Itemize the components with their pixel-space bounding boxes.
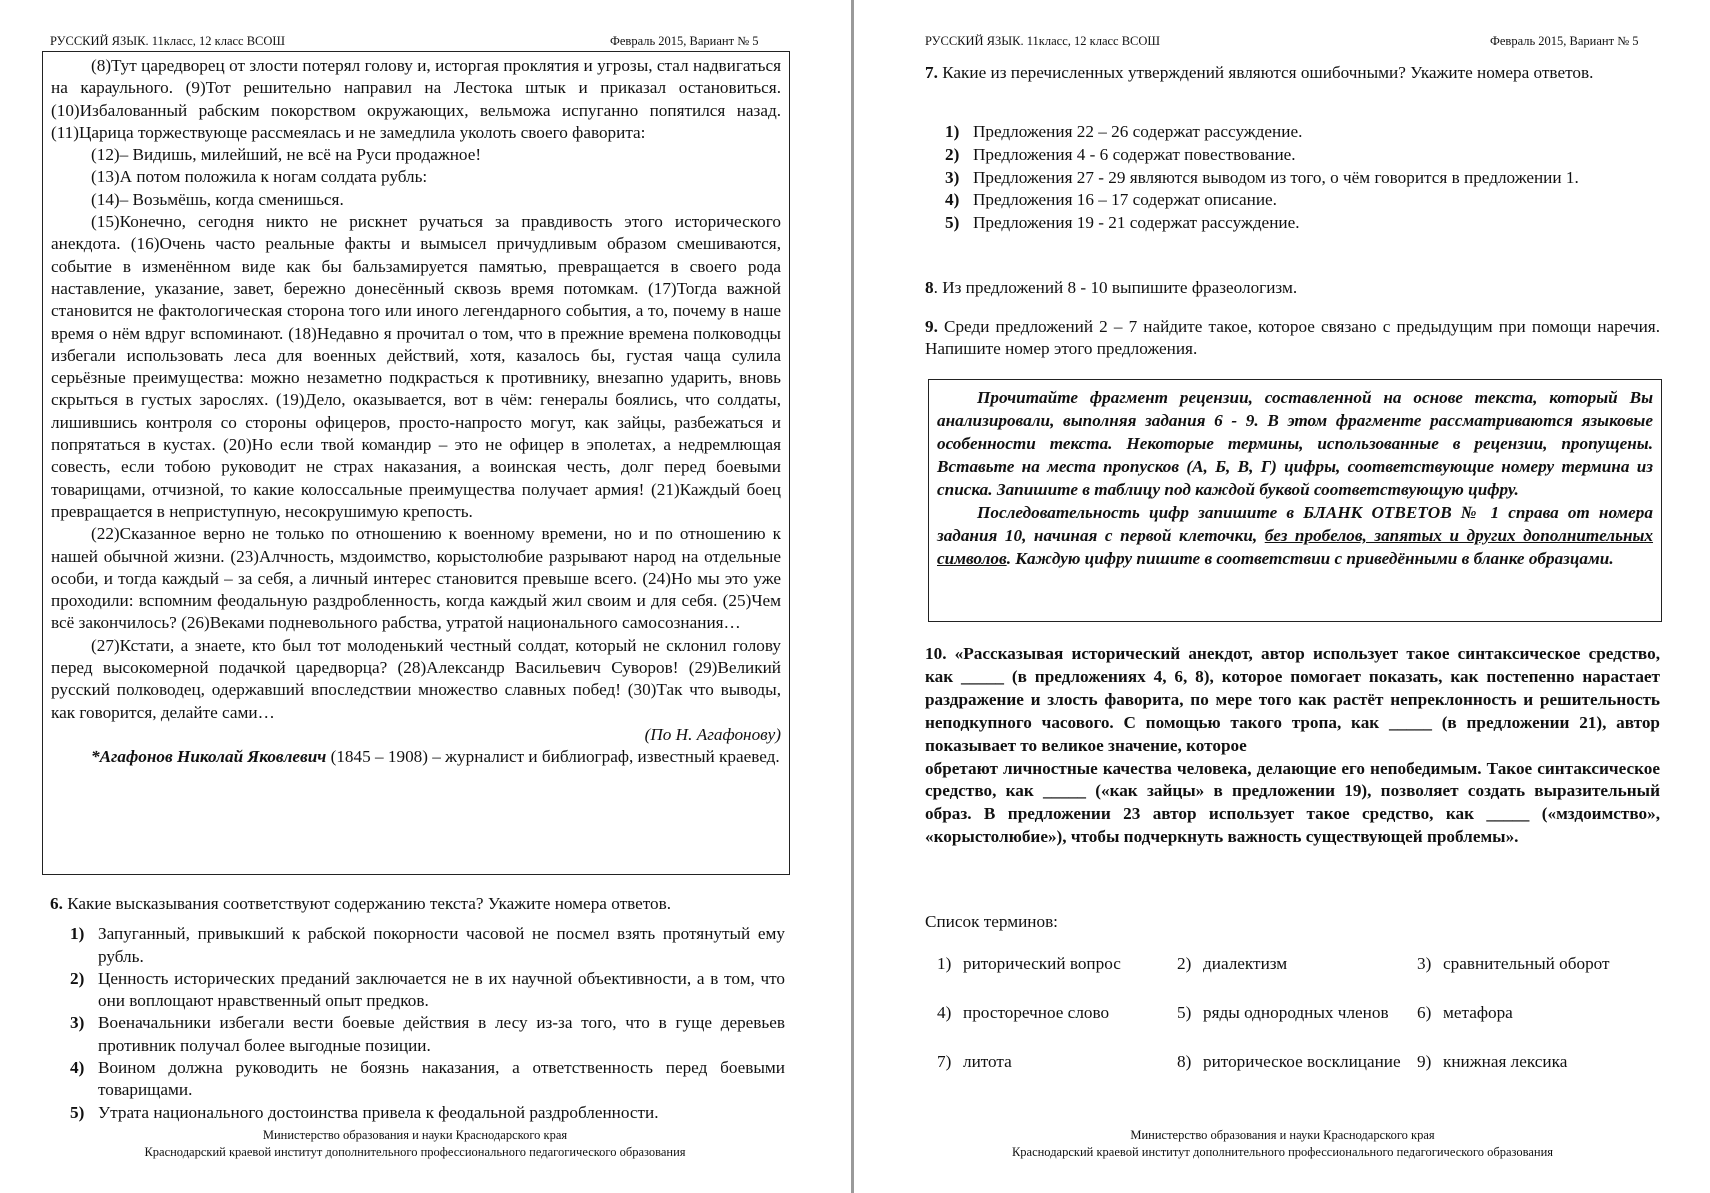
- question-9-prompt: Среди предложений 2 – 7 найдите такое, которое связано с предыдущим при помощи наречия. Напишите номер этого предложения.: [925, 317, 1660, 359]
- term-text: ряды однородных членов: [1203, 1003, 1389, 1022]
- option-number: 3): [945, 167, 960, 187]
- question-8-prompt: . Из предложений 8 - 10 выпишите фразеологизм.: [933, 278, 1298, 297]
- header-subject: РУССКИЙ ЯЗЫК. 11класс, 12 класс ВСОШ: [50, 34, 286, 48]
- option-text: Предложения 22 – 26 содержат рассуждение.: [973, 122, 1303, 141]
- question-6-text: [50, 893, 785, 915]
- text-paragraph: (14)– Возьмёшь, когда сменишься.: [91, 189, 344, 209]
- term-item: [1177, 953, 1417, 1002]
- header-date-variant: Февраль 2015, Вариант № 5: [610, 34, 759, 48]
- term-text: диалектизм: [1203, 954, 1288, 973]
- option-number: 5): [945, 213, 960, 233]
- question-10: [925, 643, 1660, 849]
- term-item: [1177, 1002, 1417, 1051]
- term-item: [937, 1051, 1177, 1100]
- instructions-text: Последовательность цифр запишите в БЛАНК ОТВЕТОВ № 1 справа от номера задания 10, начиная с первой клеточки,: [937, 503, 1653, 545]
- option-number: 1): [70, 924, 85, 944]
- list-item: [70, 1012, 785, 1057]
- footer: [0, 1127, 830, 1161]
- list-item: [945, 144, 1660, 166]
- list-item: [945, 189, 1660, 211]
- question-7-prompt: Какие из перечисленных утверждений являются ошибочными? Укажите номера ответов.: [937, 63, 1594, 82]
- header-date-variant: Февраль 2015, Вариант № 5: [1490, 34, 1639, 48]
- term-text: риторический вопрос: [963, 954, 1121, 973]
- option-number: 3): [70, 1013, 85, 1033]
- footer-institute: Краснодарский краевой институт дополнительного профессионального педагогического образования: [1011, 1145, 1554, 1159]
- term-item: [937, 1002, 1177, 1051]
- term-number: 8): [1177, 1052, 1192, 1071]
- instructions-box: [928, 379, 1662, 622]
- option-number: 1): [945, 122, 960, 141]
- question-6: [50, 893, 785, 1124]
- term-item: [1417, 953, 1667, 1002]
- text-paragraph: (15)Конечно, сегодня никто не рискнет ручаться за правдивость этого исторического анекдота. (16)Очень часто реальные факты и вымысел причудливым образом смешиваются, событие в изменённом виде как бы бальзамируется памятью, превращается в своего рода наставление, указание, завет, бережно донесённый сквозь время потомкам. (17)Тогда важной становится не фактологическая сторона того или иного легендарного события, а то, почему в наше время о нём вдруг вспоминают. (18)Недавно я прочитал о том, что в прежние времена полководцы избегали использовать леса для военных действий, хотя, казалось бы, густая чаща сулила серьёзные преимущества: можно незаметно подкрасться к противнику, внезапно ударить, вновь скрыться в густых зарослях. (19)Дело, оказывается, вот в чём: генералы боялись, что солдаты, лишившись контроля со стороны офицеров, просто-напросто могут, как зайцы, разбежаться и попрятаться в кустах. (20)Но если твой командир – это не офицер в эполетах, а недремлющая совесть, если тобою руководит не страх наказания, а воинская честь, долг перед боевыми товарищами, отчизной, то какие колоссальные преимущества получает армия! (21)Каждый боец превращается в неприступную, несокрушимую крепость.: [51, 212, 781, 521]
- term-text: книжная лексика: [1443, 1052, 1568, 1071]
- question-8-text: [925, 277, 1660, 299]
- term-text: литота: [963, 1052, 1012, 1071]
- term-number: 7): [937, 1052, 952, 1071]
- question-6-options: [50, 923, 785, 1124]
- option-text: Предложения 19 - 21 содержат рассуждение.: [973, 213, 1300, 233]
- instructions-underlined: без пробелов, запятых и других дополнительных символов: [937, 526, 1654, 568]
- text-paragraph: (27)Кстати, а знаете, кто был тот молоденький честный солдат, который не склонил голову перед высокомерной подачкой царедворца? (28)Александр Васильевич Суворов! (29)Великий русский полководец, одержавший впоследствии множество славных побед! (30)Так что выводы, как говорится, делайте сами…: [51, 635, 781, 722]
- list-item: [70, 1102, 785, 1124]
- term-number: 1): [937, 954, 952, 973]
- option-text: Воином должна руководить не боязнь наказания, а ответственность перед боевыми товарищами.: [98, 1058, 785, 1100]
- header-subject: РУССКИЙ ЯЗЫК. 11класс, 12 класс ВСОШ: [925, 34, 1161, 48]
- question-9-text: [925, 316, 1660, 361]
- list-item: [70, 1057, 785, 1102]
- option-text: Ценность исторических преданий заключается не в их научной объективности, а в том, что они воплощают нравственный опыт предков.: [98, 968, 785, 1011]
- term-text: риторическое восклицание: [1203, 1052, 1401, 1071]
- question-10-part-2: обретают личностные качества человека, делающие его непобедимым. Такое синтаксическое средство, как _____ («как зайцы» в предложении 19), позволяет создать выразительный образ. В предложении 23 автор использует такое средство, как _____ («мздоимство», «корыстолюбие»), чтобы подчеркнуть важность существующей проблемы».: [925, 758, 1660, 847]
- text-paragraph: (22)Сказанное верно не только по отношению к военному времени, но и по отношению к нашей обычной жизни. (23)Алчность, мздоимство, корыстолюбие разрывают народ на отдельные особи, и тогда каждый – за себя, а личный интерес становится превыше всего. (24)Но мы это уже проходили: вспомним феодальную раздробленность, когда каждый жил своим и для себя. (25)Чем всё закончилось? (26)Веками подневольного рабства, утратой национального самосознания…: [51, 524, 781, 633]
- option-text: Предложения 16 – 17 содержат описание.: [973, 190, 1277, 210]
- question-7-text: [925, 62, 1660, 84]
- term-number: 2): [1177, 954, 1192, 973]
- term-number: 3): [1417, 954, 1432, 973]
- term-number: 4): [937, 1003, 952, 1022]
- term-item: [1417, 1051, 1667, 1100]
- option-text: Предложения 4 - 6 содержат повествование.: [973, 144, 1296, 164]
- question-10-part-1: 10. «Рассказывая исторический анекдот, автор использует такое синтаксическое средство, как _____ (в предложениях 4, 6, 8), которое помогает показать, как постепенно нарастает раздражение и злость фаворита, по мере того как растёт непреклонность и решительность неподкупного часового. С помощью такого тропа, как _____ (в предложении 21), автор показывает то великое значение, которое: [925, 644, 1660, 755]
- term-text: метафора: [1443, 1003, 1513, 1022]
- text-paragraph: (13)А потом положила к ногам солдата рубль:: [91, 167, 428, 187]
- list-item: [945, 167, 1660, 189]
- left-page: [0, 0, 850, 1193]
- footer: [855, 1127, 1710, 1161]
- instructions-paragraph-1: Прочитайте фрагмент рецензии, составленной на основе текста, который Вы анализировали, выполняя задания 6 - 9. В этом фрагменте рассматриваются языковые особенности текста. Некоторые термины, использованные в рецензии, пропущены. Вставьте на места пропусков (А, Б, В, Г) цифры, соответствующие номеру термина из списка. Запишите в таблицу под каждой буквой соответствующую цифру.: [937, 388, 1653, 499]
- question-7-options: [945, 121, 1660, 235]
- question-8-number: 8: [925, 278, 934, 297]
- option-number: 2): [945, 144, 960, 164]
- list-item: [70, 968, 785, 1013]
- question-6-number: 6.: [50, 894, 63, 913]
- terms-title: Список терминов:: [925, 912, 1058, 931]
- instructions-text: . Каждую цифру пишите в соответствии с приведёнными в бланке образцами.: [1006, 549, 1614, 568]
- author-name: *Агафонов Николай Яковлевич: [91, 747, 327, 767]
- text-source: (По Н. Агафонову): [644, 724, 781, 744]
- question-9-number: 9.: [925, 317, 938, 336]
- list-item: [945, 121, 1660, 143]
- option-text: Запуганный, привыкший к рабской покорности часовой не посмел взять протянутый ему рубль.: [98, 924, 785, 966]
- term-number: 5): [1177, 1003, 1192, 1022]
- author-desc: (1845 – 1908) – журналист и библиограф, известный краевед.: [326, 747, 780, 767]
- term-text: просторечное слово: [963, 1003, 1110, 1022]
- right-page: [855, 0, 1710, 1193]
- term-number: 9): [1417, 1052, 1432, 1071]
- term-text: сравнительный оборот: [1443, 954, 1610, 973]
- option-text: Военачальники избегали вести боевые действия в лесу из-за того, что в гуще деревьев противник получал более выгодные позиции.: [98, 1013, 785, 1055]
- terms-list: [937, 953, 1667, 1100]
- author-note: [51, 746, 781, 768]
- footer-ministry: Министерство образования и науки Краснодарского края: [262, 1128, 568, 1142]
- text-paragraph: (12)– Видишь, милейший, не всё на Руси продажное!: [91, 145, 482, 165]
- term-item: [937, 953, 1177, 1002]
- option-number: 2): [70, 968, 85, 988]
- text-paragraph: (8)Тут царедворец от злости потерял голову и, исторгая проклятия и угрозы, стал надвигаться на караульного. (9)Тот решительно направил на Лестока штык и приказал остановиться. (10)Избалованный рабским покорством окружающих, вельможа испуганно попятился назад. (11)Царица торжествующе рассмеялась и не замедлила уколоть своего фаворита:: [51, 56, 781, 142]
- list-item: [945, 212, 1660, 234]
- term-item: [1177, 1051, 1417, 1100]
- option-number: 4): [945, 190, 960, 210]
- term-item: [1417, 1002, 1667, 1051]
- option-number: 5): [70, 1102, 85, 1122]
- option-number: 4): [70, 1058, 85, 1078]
- source-text-box: [42, 51, 790, 875]
- term-number: 6): [1417, 1003, 1432, 1022]
- footer-institute: Краснодарский краевой институт дополнительного профессионального педагогического образования: [144, 1145, 686, 1159]
- list-item: [70, 923, 785, 968]
- page-divider: [851, 0, 854, 1193]
- question-6-prompt: Какие высказывания соответствуют содержанию текста? Укажите номера ответов.: [62, 894, 672, 913]
- question-7-number: 7.: [925, 63, 938, 82]
- option-text: Утрата национального достоинства привела к феодальной раздробленности.: [98, 1102, 659, 1122]
- instructions-paragraph-2: [937, 501, 1653, 570]
- footer-ministry: Министерство образования и науки Краснодарского края: [1130, 1128, 1435, 1142]
- option-text: Предложения 27 - 29 являются выводом из того, о чём говорится в предложении 1.: [973, 167, 1579, 187]
